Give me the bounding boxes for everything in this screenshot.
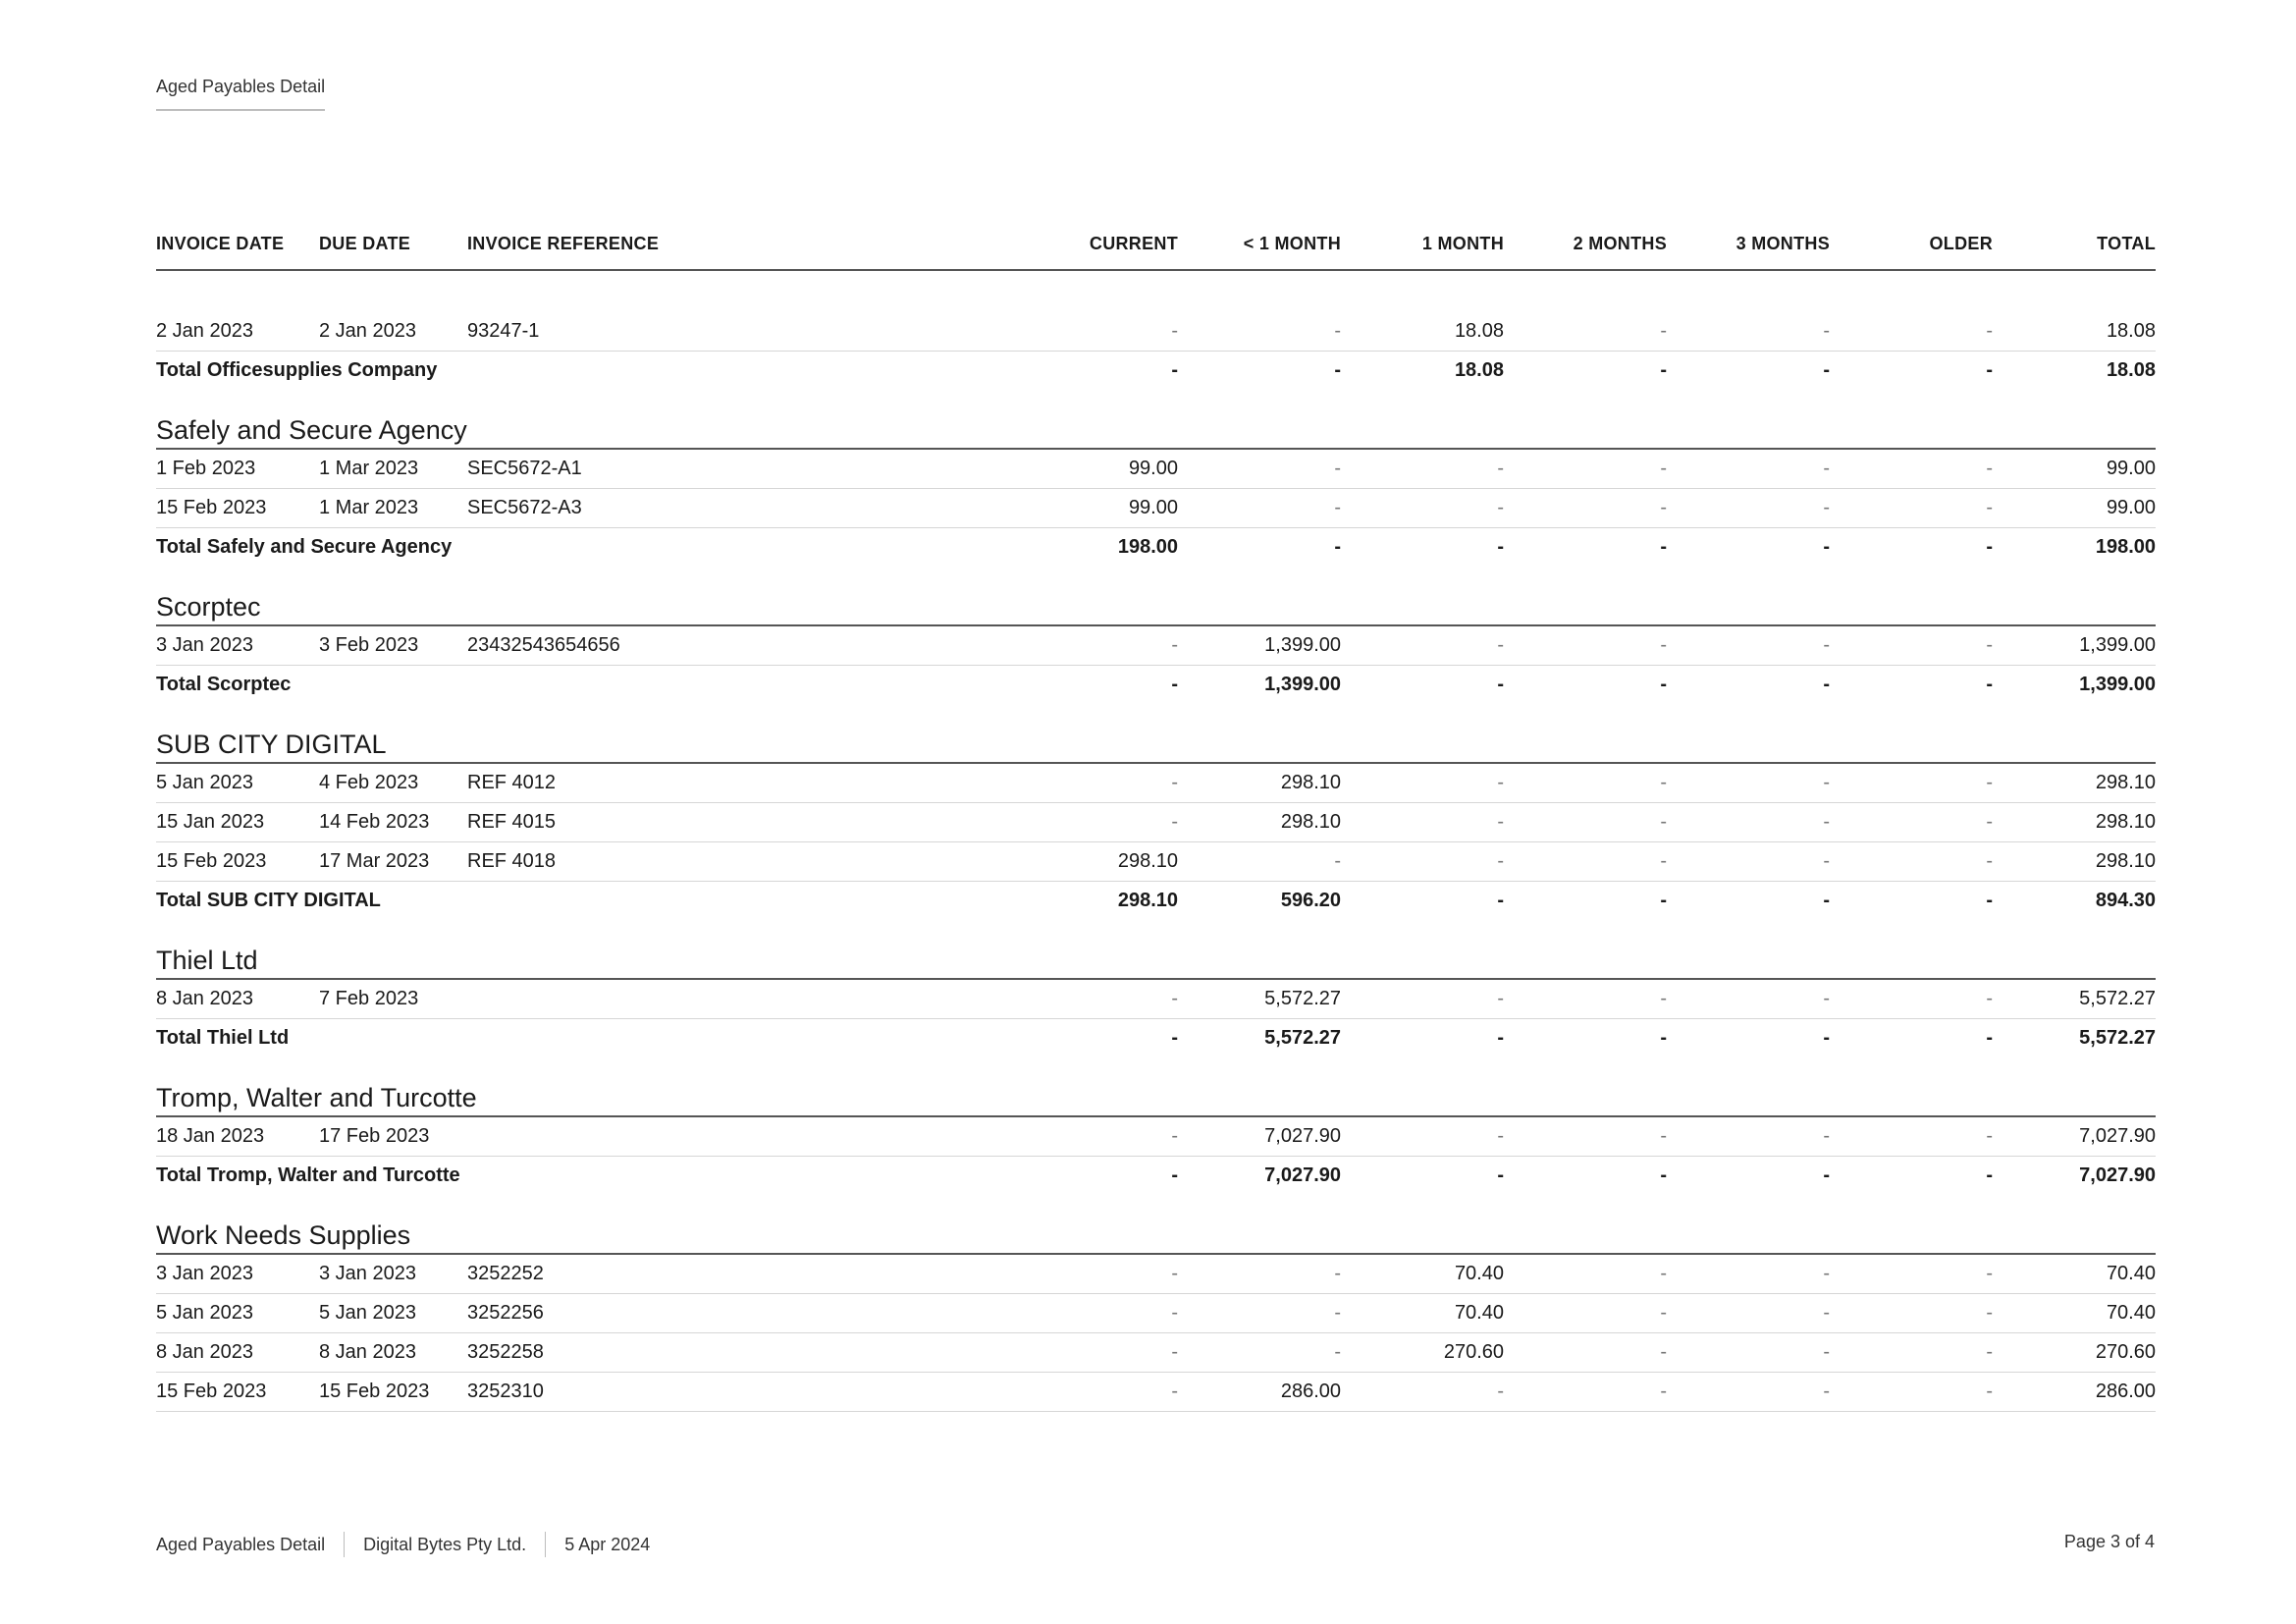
2-months-cell: - [1504, 1254, 1667, 1294]
invoice-reference-cell: 3252310 [467, 1373, 1015, 1412]
total-1-month-cell: - [1497, 1164, 1504, 1186]
older-cell: - [1830, 489, 1993, 528]
spacer-cell [156, 1057, 2156, 1075]
1-month-cell: - [1341, 1116, 1504, 1157]
supplier-total-row [156, 528, 2156, 568]
current-cell: - [1015, 1294, 1178, 1333]
spacer-cell [156, 270, 2156, 312]
invoice-reference-cell: SEC5672-A3 [467, 489, 1015, 528]
invoice-reference-cell: REF 4015 [467, 803, 1015, 842]
supplier-group-header [156, 1213, 2156, 1254]
older-cell: - [1830, 449, 1993, 489]
current-cell: - [1015, 979, 1178, 1019]
total-cell: 298.10 [1993, 763, 2156, 803]
total-total-cell: 894.30 [2095, 890, 2156, 911]
2-months-cell: - [1504, 1373, 1667, 1412]
invoice-reference-cell [467, 1116, 1015, 1157]
lt-1-month-cell: 298.10 [1178, 763, 1341, 803]
total-older-cell: - [1986, 674, 1993, 695]
lt-1-month-cell: 7,027.90 [1178, 1116, 1341, 1157]
1-month-cell: 70.40 [1341, 1294, 1504, 1333]
2-months-cell: - [1504, 979, 1667, 1019]
1-month-cell: - [1341, 842, 1504, 882]
1-month-cell: - [1341, 449, 1504, 489]
current-cell: - [1015, 763, 1178, 803]
total-cell: 70.40 [1993, 1254, 2156, 1294]
supplier-total-row [156, 666, 2156, 705]
total-1-month-cell: - [1497, 536, 1504, 558]
older-cell: - [1830, 763, 1993, 803]
supplier-name: Safely and Secure Agency [156, 407, 2156, 449]
total-3-months-cell: - [1823, 1164, 1830, 1186]
older-cell: - [1830, 1116, 1993, 1157]
invoice-reference-cell [467, 979, 1015, 1019]
older-cell: - [1830, 979, 1993, 1019]
total-current-cell: - [1171, 1027, 1178, 1049]
total-cell: 70.40 [1993, 1294, 2156, 1333]
aged-payables-table [156, 234, 2156, 1412]
report-body [156, 270, 2156, 1412]
total-current-cell: 298.10 [1117, 890, 1178, 911]
footer-report-name: Aged Payables Detail [156, 1534, 326, 1554]
invoice-row [156, 1373, 2156, 1412]
invoice-reference-cell: 93247-1 [467, 312, 1015, 352]
total-2-months-cell: - [1660, 1027, 1667, 1049]
group-spacer [156, 920, 2156, 938]
header-spacer [156, 270, 2156, 312]
lt-1-month-cell: 5,572.27 [1178, 979, 1341, 1019]
total-total-cell: 1,399.00 [2079, 674, 2156, 695]
supplier-total-label: Total Safely and Secure Agency [156, 536, 453, 558]
invoice-row [156, 763, 2156, 803]
supplier-name: Scorptec [156, 584, 2156, 625]
2-months-cell: - [1504, 312, 1667, 352]
older-cell: - [1830, 803, 1993, 842]
invoice-row [156, 842, 2156, 882]
due-date-cell: 2 Jan 2023 [319, 312, 467, 352]
1-month-cell: 18.08 [1341, 312, 1504, 352]
total-2-months-cell: - [1660, 536, 1667, 558]
group-spacer [156, 704, 2156, 722]
total-2-months-cell: - [1660, 1164, 1667, 1186]
invoice-row [156, 1254, 2156, 1294]
invoice-date-cell: 5 Jan 2023 [156, 763, 319, 803]
total-3-months-cell: - [1823, 674, 1830, 695]
invoice-reference-cell: 3252252 [467, 1254, 1015, 1294]
total-lt-1-month-cell: 5,572.27 [1264, 1027, 1341, 1049]
total-cell: 99.00 [1993, 489, 2156, 528]
col-header-current: CURRENT [1015, 234, 1178, 270]
group-spacer [156, 1057, 2156, 1075]
2-months-cell: - [1504, 1294, 1667, 1333]
invoice-row [156, 312, 2156, 352]
older-cell: - [1830, 1294, 1993, 1333]
invoice-date-cell: 3 Jan 2023 [156, 625, 319, 666]
total-cell: 298.10 [1993, 842, 2156, 882]
total-3-months-cell: - [1823, 536, 1830, 558]
lt-1-month-cell: - [1178, 1333, 1341, 1373]
col-header-invoice-reference: INVOICE REFERENCE [467, 234, 1015, 270]
3-months-cell: - [1667, 1254, 1830, 1294]
invoice-date-cell: 1 Feb 2023 [156, 449, 319, 489]
lt-1-month-cell: - [1178, 489, 1341, 528]
due-date-cell: 17 Mar 2023 [319, 842, 467, 882]
footer-divider [545, 1532, 546, 1557]
lt-1-month-cell: 298.10 [1178, 803, 1341, 842]
2-months-cell: - [1504, 1116, 1667, 1157]
total-1-month-cell: 18.08 [1454, 359, 1504, 381]
spacer-cell [156, 1195, 2156, 1213]
due-date-cell: 7 Feb 2023 [319, 979, 467, 1019]
3-months-cell: - [1667, 1373, 1830, 1412]
total-cell: 7,027.90 [1993, 1116, 2156, 1157]
total-lt-1-month-cell: 1,399.00 [1264, 674, 1341, 695]
spacer-cell [156, 567, 2156, 584]
group-spacer [156, 1195, 2156, 1213]
footer-page-number: Page 3 of 4 [2063, 1532, 2155, 1551]
supplier-total-label: Total SUB CITY DIGITAL [156, 890, 381, 911]
report-header-title: Aged Payables Detail [156, 77, 325, 111]
3-months-cell: - [1667, 312, 1830, 352]
3-months-cell: - [1667, 1333, 1830, 1373]
spacer-cell [156, 390, 2156, 407]
invoice-row [156, 449, 2156, 489]
col-header-1-month: 1 MONTH [1341, 234, 1504, 270]
spacer-cell [156, 920, 2156, 938]
total-3-months-cell: - [1823, 359, 1830, 381]
older-cell: - [1830, 1373, 1993, 1412]
2-months-cell: - [1504, 489, 1667, 528]
lt-1-month-cell: - [1178, 842, 1341, 882]
footer-report-date: 5 Apr 2024 [564, 1534, 651, 1554]
2-months-cell: - [1504, 763, 1667, 803]
lt-1-month-cell: - [1178, 1254, 1341, 1294]
invoice-date-cell: 15 Feb 2023 [156, 489, 319, 528]
invoice-row [156, 979, 2156, 1019]
footer-company-name: Digital Bytes Pty Ltd. [363, 1534, 527, 1554]
3-months-cell: - [1667, 449, 1830, 489]
col-header-invoice-date: INVOICE DATE [156, 234, 319, 270]
total-lt-1-month-cell: - [1334, 359, 1341, 381]
total-cell: 270.60 [1993, 1333, 2156, 1373]
invoice-date-cell: 8 Jan 2023 [156, 979, 319, 1019]
2-months-cell: - [1504, 842, 1667, 882]
invoice-date-cell: 2 Jan 2023 [156, 312, 319, 352]
current-cell: - [1015, 625, 1178, 666]
due-date-cell: 3 Feb 2023 [319, 625, 467, 666]
due-date-cell: 1 Mar 2023 [319, 449, 467, 489]
total-current-cell: - [1171, 1164, 1178, 1186]
col-header-lt-1-month: < 1 MONTH [1178, 234, 1341, 270]
3-months-cell: - [1667, 803, 1830, 842]
invoice-date-cell: 8 Jan 2023 [156, 1333, 319, 1373]
lt-1-month-cell: - [1178, 312, 1341, 352]
total-2-months-cell: - [1660, 359, 1667, 381]
current-cell: 99.00 [1015, 489, 1178, 528]
current-cell: - [1015, 1373, 1178, 1412]
supplier-name: Tromp, Walter and Turcotte [156, 1075, 2156, 1116]
invoice-reference-cell: REF 4018 [467, 842, 1015, 882]
1-month-cell: - [1341, 489, 1504, 528]
total-2-months-cell: - [1660, 674, 1667, 695]
spacer-cell [156, 704, 2156, 722]
due-date-cell: 8 Jan 2023 [319, 1333, 467, 1373]
invoice-reference-cell: 23432543654656 [467, 625, 1015, 666]
invoice-row [156, 1294, 2156, 1333]
total-cell: 99.00 [1993, 449, 2156, 489]
older-cell: - [1830, 1333, 1993, 1373]
total-2-months-cell: - [1660, 890, 1667, 911]
invoice-date-cell: 18 Jan 2023 [156, 1116, 319, 1157]
3-months-cell: - [1667, 1294, 1830, 1333]
invoice-row [156, 489, 2156, 528]
total-cell: 298.10 [1993, 803, 2156, 842]
supplier-total-label: Total Thiel Ltd [156, 1027, 290, 1049]
due-date-cell: 1 Mar 2023 [319, 489, 467, 528]
older-cell: - [1830, 625, 1993, 666]
supplier-group-header [156, 722, 2156, 763]
due-date-cell: 4 Feb 2023 [319, 763, 467, 803]
supplier-total-row [156, 352, 2156, 391]
group-spacer [156, 390, 2156, 407]
current-cell: - [1015, 1333, 1178, 1373]
supplier-name: Work Needs Supplies [156, 1213, 2156, 1254]
total-cell: 286.00 [1993, 1373, 2156, 1412]
supplier-name: Thiel Ltd [156, 938, 2156, 979]
current-cell: 99.00 [1015, 449, 1178, 489]
total-total-cell: 198.00 [2095, 536, 2156, 558]
due-date-cell: 5 Jan 2023 [319, 1294, 467, 1333]
total-cell: 1,399.00 [1993, 625, 2156, 666]
1-month-cell: - [1341, 625, 1504, 666]
1-month-cell: 70.40 [1341, 1254, 1504, 1294]
current-cell: 298.10 [1015, 842, 1178, 882]
supplier-group-header [156, 1075, 2156, 1116]
total-cell: 5,572.27 [1993, 979, 2156, 1019]
total-3-months-cell: - [1823, 890, 1830, 911]
supplier-group-header [156, 584, 2156, 625]
invoice-date-cell: 5 Jan 2023 [156, 1294, 319, 1333]
supplier-total-label: Total Officesupplies Company [156, 359, 438, 381]
older-cell: - [1830, 842, 1993, 882]
lt-1-month-cell: 1,399.00 [1178, 625, 1341, 666]
total-total-cell: 7,027.90 [2079, 1164, 2156, 1186]
total-1-month-cell: - [1497, 1027, 1504, 1049]
invoice-row [156, 1116, 2156, 1157]
supplier-total-row [156, 1019, 2156, 1058]
invoice-reference-cell: REF 4012 [467, 763, 1015, 803]
lt-1-month-cell: - [1178, 449, 1341, 489]
2-months-cell: - [1504, 449, 1667, 489]
current-cell: - [1015, 1116, 1178, 1157]
supplier-total-row [156, 882, 2156, 921]
total-lt-1-month-cell: 7,027.90 [1264, 1164, 1341, 1186]
total-current-cell: - [1171, 359, 1178, 381]
page-footer [156, 1532, 650, 1557]
1-month-cell: - [1341, 979, 1504, 1019]
due-date-cell: 3 Jan 2023 [319, 1254, 467, 1294]
col-header-2-months: 2 MONTHS [1504, 234, 1667, 270]
col-header-older: OLDER [1830, 234, 1993, 270]
invoice-date-cell: 15 Feb 2023 [156, 1373, 319, 1412]
1-month-cell: 270.60 [1341, 1333, 1504, 1373]
invoice-date-cell: 3 Jan 2023 [156, 1254, 319, 1294]
invoice-reference-cell: 3252258 [467, 1333, 1015, 1373]
total-lt-1-month-cell: - [1334, 536, 1341, 558]
total-1-month-cell: - [1497, 890, 1504, 911]
total-current-cell: 198.00 [1117, 536, 1178, 558]
2-months-cell: - [1504, 625, 1667, 666]
total-older-cell: - [1986, 1027, 1993, 1049]
2-months-cell: - [1504, 803, 1667, 842]
current-cell: - [1015, 1254, 1178, 1294]
total-older-cell: - [1986, 359, 1993, 381]
supplier-name: SUB CITY DIGITAL [156, 722, 2156, 763]
lt-1-month-cell: 286.00 [1178, 1373, 1341, 1412]
col-header-total: TOTAL [1993, 234, 2156, 270]
invoice-row [156, 803, 2156, 842]
current-cell: - [1015, 803, 1178, 842]
supplier-total-label: Total Tromp, Walter and Turcotte [156, 1164, 460, 1186]
total-current-cell: - [1171, 674, 1178, 695]
supplier-group-header [156, 407, 2156, 449]
total-total-cell: 5,572.27 [2079, 1027, 2156, 1049]
invoice-reference-cell: SEC5672-A1 [467, 449, 1015, 489]
column-header-row [156, 234, 2156, 270]
1-month-cell: - [1341, 1373, 1504, 1412]
older-cell: - [1830, 1254, 1993, 1294]
total-3-months-cell: - [1823, 1027, 1830, 1049]
total-lt-1-month-cell: 596.20 [1280, 890, 1341, 911]
older-cell: - [1830, 312, 1993, 352]
lt-1-month-cell: - [1178, 1294, 1341, 1333]
3-months-cell: - [1667, 763, 1830, 803]
invoice-row [156, 625, 2156, 666]
total-total-cell: 18.08 [2106, 359, 2156, 381]
total-older-cell: - [1986, 890, 1993, 911]
2-months-cell: - [1504, 1333, 1667, 1373]
current-cell: - [1015, 312, 1178, 352]
group-spacer [156, 567, 2156, 584]
due-date-cell: 17 Feb 2023 [319, 1116, 467, 1157]
3-months-cell: - [1667, 1116, 1830, 1157]
3-months-cell: - [1667, 625, 1830, 666]
supplier-group-header [156, 938, 2156, 979]
footer-divider [344, 1532, 345, 1557]
invoice-date-cell: 15 Jan 2023 [156, 803, 319, 842]
due-date-cell: 14 Feb 2023 [319, 803, 467, 842]
invoice-date-cell: 15 Feb 2023 [156, 842, 319, 882]
col-header-due-date: DUE DATE [319, 234, 467, 270]
3-months-cell: - [1667, 842, 1830, 882]
total-older-cell: - [1986, 536, 1993, 558]
invoice-reference-cell: 3252256 [467, 1294, 1015, 1333]
supplier-total-row [156, 1157, 2156, 1196]
3-months-cell: - [1667, 489, 1830, 528]
total-1-month-cell: - [1497, 674, 1504, 695]
1-month-cell: - [1341, 763, 1504, 803]
col-header-3-months: 3 MONTHS [1667, 234, 1830, 270]
invoice-row [156, 1333, 2156, 1373]
supplier-total-label: Total Scorptec [156, 674, 292, 695]
total-older-cell: - [1986, 1164, 1993, 1186]
3-months-cell: - [1667, 979, 1830, 1019]
due-date-cell: 15 Feb 2023 [319, 1373, 467, 1412]
1-month-cell: - [1341, 803, 1504, 842]
total-cell: 18.08 [1993, 312, 2156, 352]
